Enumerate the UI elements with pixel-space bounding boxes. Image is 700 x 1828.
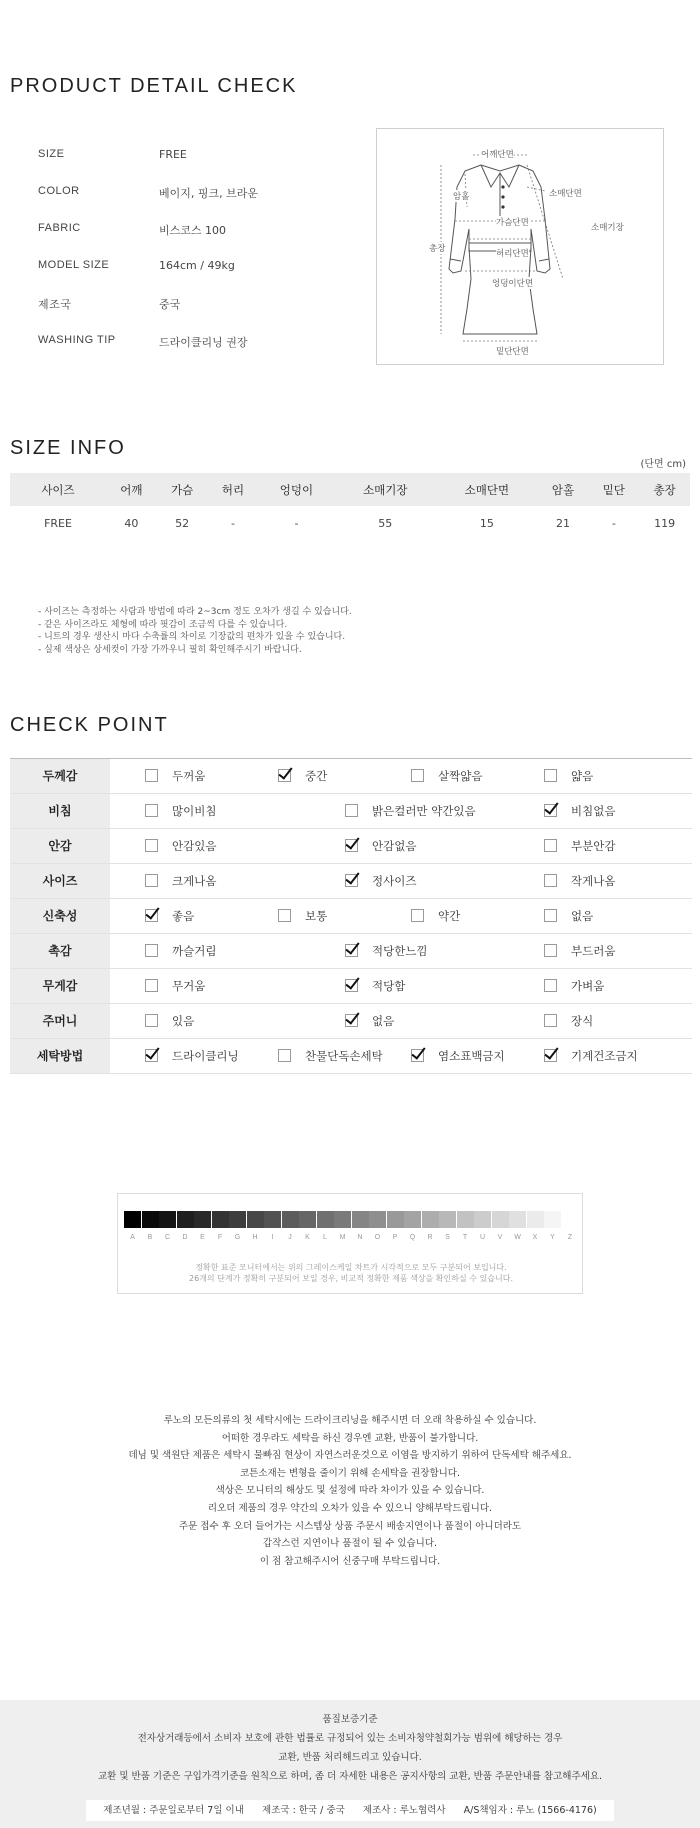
grayscale-letter: G (234, 1234, 241, 1241)
spec-label-washing: WASHING TIP (38, 334, 116, 346)
size-header-cell: 소매단면 (436, 473, 538, 506)
checkbox-checked-icon[interactable] (345, 839, 358, 852)
diagram-label-armhole: 암홀 (453, 192, 470, 202)
grayscale-swatch (177, 1211, 194, 1228)
check-option-label: 밝은컬러만 약간있음 (372, 804, 476, 818)
check-row-label: 무게감 (10, 969, 110, 1003)
check-option-label: 비침없음 (571, 804, 616, 818)
size-note: - 사이즈는 측정하는 사람과 방법에 따라 2~3cm 정도 오차가 생길 수 있습니다. (38, 607, 352, 617)
check-row-label: 세탁방법 (10, 1039, 110, 1073)
diagram-label-waist: 허리단면 (496, 249, 529, 259)
diagram-label-hip: 엉덩이단면 (492, 279, 534, 289)
grayscale-letter: V (497, 1234, 503, 1241)
grayscale-swatch (247, 1211, 264, 1228)
grayscale-letter: U (479, 1234, 486, 1241)
size-cell: 21 (556, 517, 571, 530)
grayscale-swatch (562, 1211, 579, 1228)
size-cell: 15 (479, 517, 494, 530)
diagram-label-sleeve-length: 소매기장 (591, 223, 624, 233)
size-header-cell: 어깨 (106, 473, 157, 506)
checkbox-empty-icon[interactable] (411, 769, 424, 782)
grayscale-letter: H (252, 1234, 258, 1241)
grayscale-letter: B (147, 1234, 153, 1241)
quality-footer (0, 1700, 700, 1828)
checkbox-empty-icon[interactable] (544, 769, 557, 782)
grayscale-swatch (352, 1211, 369, 1228)
grayscale-swatch (282, 1211, 299, 1228)
size-note: - 실제 색상은 상세컷이 가장 가까우니 필히 확인해주시기 바랍니다. (38, 644, 302, 655)
checkbox-empty-icon[interactable] (411, 909, 424, 922)
checkbox-checked-icon[interactable] (544, 1049, 557, 1062)
grayscale-swatch (492, 1211, 509, 1228)
grayscale-letter: R (427, 1234, 433, 1241)
grayscale-letter: Q (409, 1234, 416, 1241)
checkbox-empty-icon[interactable] (145, 944, 158, 957)
size-header-cell: 엉덩이 (258, 473, 334, 506)
grayscale-letter: I (271, 1234, 274, 1241)
grayscale-letter: M (339, 1234, 346, 1241)
check-option-label: 드라이클리닝 (172, 1049, 239, 1063)
check-option-label: 안감있음 (172, 839, 217, 853)
checkbox-checked-icon[interactable] (345, 1014, 358, 1027)
grayscale-swatch (474, 1211, 491, 1228)
grayscale-letter: T (462, 1234, 468, 1241)
spec-label-size: SIZE (38, 148, 65, 160)
check-option-label: 중간 (305, 769, 328, 783)
grayscale-swatch (387, 1211, 404, 1228)
checkbox-empty-icon[interactable] (145, 769, 158, 782)
notice-line: 이 점 참고해주시어 신중구매 부탁드립니다. (259, 1555, 441, 1567)
checkbox-empty-icon[interactable] (544, 874, 557, 887)
grayscale-swatch (457, 1211, 474, 1228)
footer-line: 교환 및 반품 기준은 구입가격기준을 원칙으로 하며, 좀 더 자세한 내용은 공지사항의 교환, 반품 주문안내를 참고해주세요. (97, 1771, 603, 1782)
grayscale-swatch (142, 1211, 159, 1228)
check-option-label: 두꺼움 (172, 769, 206, 783)
check-row-thickness (10, 759, 692, 794)
size-header-cell: 가슴 (157, 473, 208, 506)
check-row-label: 비침 (10, 794, 110, 828)
size-cell: 52 (175, 517, 190, 530)
check-row-label: 사이즈 (10, 864, 110, 898)
grayscale-swatch (544, 1211, 561, 1228)
grayscale-letter: L (323, 1234, 327, 1241)
check-row-sheerness (10, 794, 692, 829)
check-option-label: 보통 (305, 909, 328, 923)
grayscale-letter: E (200, 1234, 205, 1241)
grayscale-note-2: 26개의 단계가 정확히 구분되어 보일 경우, 비교적 정확한 제품 색상을 확인하실 수 있습니다. (189, 1274, 513, 1283)
grayscale-swatch (369, 1211, 386, 1228)
size-cell: FREE (44, 517, 72, 530)
quality-guarantee-text (0, 1710, 700, 1786)
size-header-cell: 소매기장 (335, 473, 437, 506)
check-row-label: 촉감 (10, 934, 110, 968)
check-row-size (10, 864, 692, 899)
grayscale-letter: K (305, 1234, 310, 1241)
grayscale-chart (117, 1193, 583, 1294)
check-option-label: 살짝얇음 (438, 769, 483, 783)
notice-line: 주문 접수 후 오더 들어가는 시스템상 상품 주문시 배송지연이나 품절이 아니더라도 (178, 1520, 522, 1532)
spec-value-fabric: 비스코스 100 (159, 224, 226, 237)
spec-value-origin: 중국 (159, 298, 181, 311)
checkbox-empty-icon[interactable] (278, 909, 291, 922)
notice-line: 데님 및 색원단 제품은 세탁시 물빠짐 현상이 자연스러운것으로 이염을 방지하기 위하여 단독세탁 해주세요. (128, 1450, 572, 1462)
notice-line: 갑작스런 지연이나 품절이 될 수 있습니다. (262, 1538, 438, 1550)
grayscale-letter: X (532, 1234, 538, 1241)
footer-heading: 품질보증기준 (322, 1714, 378, 1725)
grayscale-swatch (299, 1211, 316, 1228)
measurement-diagram (376, 128, 664, 365)
product-detail-title: PRODUCT DETAIL CHECK (10, 75, 298, 97)
notice-line: 어떠한 경우라도 세탁을 하신 경우엔 교환, 반품이 불가합니다. (221, 1432, 479, 1444)
size-unit-label: (단면 cm) (640, 459, 686, 470)
checkbox-empty-icon[interactable] (544, 1014, 557, 1027)
check-point-title: CHECK POINT (10, 714, 169, 736)
diagram-label-chest: 가슴단면 (496, 218, 529, 228)
grayscale-letter: Y (550, 1234, 555, 1241)
check-option-label: 기계건조금지 (571, 1049, 638, 1063)
size-note: - 같은 사이즈라도 체형에 따라 핏감이 조금씩 다를 수 있습니다. (38, 619, 288, 630)
check-row-stretch (10, 899, 692, 934)
spec-label-origin: 제조국 (38, 299, 72, 311)
check-row-label: 주머니 (10, 1004, 110, 1038)
diagram-label-total-length: 총장 (429, 244, 446, 254)
check-option-label: 안감없음 (372, 839, 417, 853)
grayscale-swatch (404, 1211, 421, 1228)
check-option-label: 약간 (438, 909, 461, 923)
checkbox-checked-icon[interactable] (145, 909, 158, 922)
size-cell: 40 (124, 517, 139, 530)
grayscale-letter: A (130, 1234, 135, 1241)
checkbox-checked-icon[interactable] (345, 944, 358, 957)
grayscale-swatch (509, 1211, 526, 1228)
manufacture-info-bar: 제조년월 : 주문일로부터 7일 이내 제조국 : 한국 / 중국 제조사 : 루노협력사 A/S책임자 : 루노 (1566-4176) (86, 1800, 614, 1821)
size-cell: - (230, 517, 235, 530)
size-table-header (10, 473, 690, 506)
check-option-label: 얇음 (571, 769, 594, 783)
spec-value-model-size: 164cm / 49kg (159, 259, 235, 272)
checkbox-checked-icon[interactable] (544, 804, 557, 817)
check-option-label: 없음 (372, 1014, 395, 1028)
checkbox-checked-icon[interactable] (145, 1049, 158, 1062)
notice-line: 리오더 제품의 경우 약간의 오차가 있을 수 있으니 양해부탁드립니다. (207, 1502, 493, 1514)
checkbox-empty-icon[interactable] (145, 804, 158, 817)
grayscale-swatch (317, 1211, 334, 1228)
checkbox-empty-icon[interactable] (345, 804, 358, 817)
checkbox-empty-icon[interactable] (145, 839, 158, 852)
size-notes (38, 606, 352, 656)
size-header-cell: 암홀 (538, 473, 589, 506)
diagram-label-shoulder: 어깨단면 (481, 150, 514, 160)
checkbox-empty-icon[interactable] (145, 874, 158, 887)
notice-line: 루노의 모든의류의 첫 세탁시에는 드라이크리닝을 해주시면 더 오래 착용하실 수 있습니다. (163, 1415, 537, 1426)
check-option-label: 작게나옴 (571, 874, 616, 888)
checkbox-checked-icon[interactable] (278, 769, 291, 782)
footer-line: 전자상거래등에서 소비자 보호에 관한 법률로 규정되어 있는 소비자청약철회가능 범위에 해당하는 경우 (137, 1733, 563, 1744)
check-option-label: 정사이즈 (372, 874, 417, 888)
check-option-label: 많이비침 (172, 804, 217, 818)
spec-value-color: 베이지, 핑크, 브라운 (159, 187, 258, 200)
notice-line: 코튼소재는 변형을 줄이기 위해 손세탁을 권장합니다. (239, 1467, 460, 1479)
table-row (10, 506, 690, 541)
grayscale-letter: D (182, 1234, 188, 1241)
grayscale-swatch (422, 1211, 439, 1228)
size-cell: 119 (654, 517, 676, 530)
check-row-texture (10, 934, 692, 969)
grayscale-letter: Z (567, 1234, 573, 1241)
grayscale-swatch (212, 1211, 229, 1228)
grayscale-letter: S (445, 1234, 450, 1241)
checkbox-empty-icon[interactable] (544, 839, 557, 852)
check-option-label: 있음 (172, 1014, 195, 1028)
checkbox-empty-icon[interactable] (544, 979, 557, 992)
grayscale-letter: J (288, 1234, 292, 1241)
diagram-label-hem: 밑단단면 (496, 347, 529, 357)
size-header-cell: 총장 (639, 473, 690, 506)
grayscale-letter: O (374, 1234, 381, 1241)
size-cell: - (294, 517, 299, 530)
size-header-cell: 허리 (208, 473, 259, 506)
check-row-lining (10, 829, 692, 864)
grayscale-swatch (124, 1211, 141, 1228)
checkbox-empty-icon[interactable] (544, 944, 557, 957)
spec-label-fabric: FABRIC (38, 222, 81, 234)
size-cell: 55 (378, 517, 393, 530)
grayscale-note-1: 정확한 표준 모니터에서는 위의 그레이스케일 차트가 시각적으로 모두 구분되어 보입니다. (195, 1263, 507, 1272)
notice-line: 색상은 모니터의 해상도 및 설정에 따라 차이가 있을 수 있습니다. (215, 1485, 485, 1497)
grayscale-swatch (439, 1211, 456, 1228)
checkbox-checked-icon[interactable] (345, 874, 358, 887)
check-option-label: 부분안감 (571, 839, 616, 853)
grayscale-letter: N (357, 1234, 363, 1241)
spec-label-color: COLOR (38, 185, 80, 197)
check-row-washing (10, 1039, 692, 1074)
grayscale-swatch (194, 1211, 211, 1228)
size-header-cell: 사이즈 (10, 473, 106, 506)
check-option-label: 없음 (571, 909, 594, 923)
check-option-label: 좋음 (172, 909, 195, 923)
checkbox-checked-icon[interactable] (345, 979, 358, 992)
check-option-label: 부드러움 (571, 944, 616, 958)
size-info-title: SIZE INFO (10, 437, 126, 459)
checkbox-empty-icon[interactable] (544, 909, 557, 922)
check-row-label: 안감 (10, 829, 110, 863)
check-row-weight (10, 969, 692, 1004)
checkbox-empty-icon[interactable] (278, 1049, 291, 1062)
check-option-label: 가벼움 (571, 979, 605, 993)
spec-value-size: FREE (159, 148, 187, 161)
care-notice (0, 1412, 700, 1570)
check-option-label: 크게나옴 (172, 874, 217, 888)
grayscale-swatch (264, 1211, 281, 1228)
check-row-label: 두께감 (10, 759, 110, 793)
grayscale-letter: P (392, 1234, 398, 1241)
check-option-label: 장식 (571, 1014, 594, 1028)
footer-line: 교환, 반품 처리해드리고 있습니다. (278, 1752, 422, 1763)
size-header-cell: 밑단 (588, 473, 639, 506)
grayscale-letter: W (514, 1234, 521, 1241)
size-cell: - (611, 517, 616, 530)
checkbox-empty-icon[interactable] (145, 1014, 158, 1027)
spec-value-washing: 드라이클리닝 권장 (159, 336, 248, 349)
check-option-label: 염소표백금지 (438, 1049, 505, 1063)
check-option-label: 적당한느낌 (372, 944, 428, 958)
check-option-label: 까슬거림 (172, 944, 217, 958)
checkbox-empty-icon[interactable] (145, 979, 158, 992)
diagram-label-sleeve-width: 소매단면 (549, 189, 582, 199)
check-option-label: 찬물단독손세탁 (305, 1049, 383, 1063)
grayscale-letter: C (164, 1234, 171, 1241)
spec-label-model-size: MODEL SIZE (38, 259, 110, 271)
check-option-label: 적당함 (372, 979, 406, 993)
check-row-pocket (10, 1004, 692, 1039)
size-note: - 니트의 경우 생산시 마다 수축률의 차이로 기장값의 편차가 있을 수 있습니다. (38, 632, 346, 642)
size-table (10, 473, 690, 541)
grayscale-swatch (159, 1211, 176, 1228)
grayscale-swatch (229, 1211, 246, 1228)
grayscale-swatch (334, 1211, 351, 1228)
grayscale-letter: F (217, 1234, 223, 1241)
check-option-label: 무거움 (172, 979, 206, 993)
grayscale-swatch (527, 1211, 544, 1228)
check-row-label: 신축성 (10, 899, 110, 933)
checkbox-checked-icon[interactable] (411, 1049, 424, 1062)
